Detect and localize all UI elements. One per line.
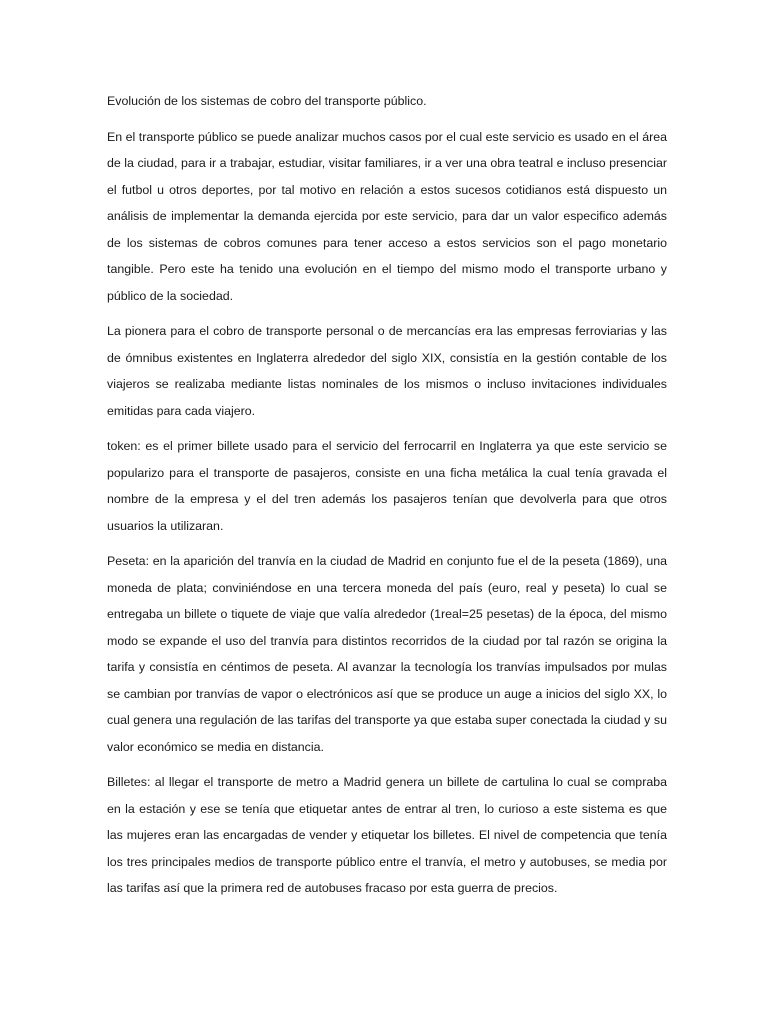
document-title: Evolución de los sistemas de cobro del transporte público. <box>107 94 427 108</box>
paragraph-billetes: Billetes: al llegar el transporte de metro a Madrid genera un billete de cartulina lo cual se compraba en la estación y ese se tenía que etiquetar antes de entrar al tren, lo curioso a este sistema es que las mujeres eran las encargadas de vender y etiquetar los billetes. El nivel de competencia que tenía los tres principales medios de transporte público entre el tranvía, el metro y autobuses, se media por las tarifas así que la primera red de autobuses fracaso por esta guerra de precios. <box>107 775 667 895</box>
paragraph-token: token: es el primer billete usado para el servicio del ferrocarril en Inglaterra ya que este servicio se popularizo para el transporte de pasajeros, consiste en una ficha metálica la cual tenía gravada el nombre de la empresa y el del tren además los pasajeros tenían que devolverla para que otros usuarios la utilizaran. <box>107 439 667 533</box>
paragraph-pioneers: La pionera para el cobro de transporte personal o de mercancías era las empresas ferroviarias y las de ómnibus existentes en Inglaterra alrededor del siglo XIX, consistía en la gestión contable de los viajeros se realizaba mediante listas nominales de los mismos o incluso invitaciones individuales emitidas para cada viajero. <box>107 324 667 418</box>
document-page <box>107 88 667 911</box>
paragraph-intro: En el transporte público se puede analizar muchos casos por el cual este servicio es usado en el área de la ciudad, para ir a trabajar, estudiar, visitar familiares, ir a ver una obra teatral e incluso presenciar el futbol u otros deportes, por tal motivo en relación a estos sucesos cotidianos está dispuesto un análisis de implementar la demanda ejercida por este servicio, para dar un valor especifico además de los sistemas de cobros comunes para tener acceso a estos servicios son el pago monetario tangible. Pero este ha tenido una evolución en el tiempo del mismo modo el transporte urbano y público de la sociedad. <box>107 129 667 303</box>
paragraph-peseta: Peseta: en la aparición del tranvía en la ciudad de Madrid en conjunto fue el de la peseta (1869), una moneda de plata; conviniéndose en una tercera moneda del país (euro, real y peseta) lo cual se entregaba un billete o tiquete de viaje que valía alrededor (1real=25 pesetas) de la época, del mismo modo se expande el uso del tranvía para distintos recorridos de la ciudad por tal razón se origina la tarifa y consistía en céntimos de peseta. Al avanzar la tecnología los tranvías impulsados por mulas se cambian por tranvías de vapor o electrónicos así que se produce un auge a inicios del siglo XX, lo cual genera una regulación de las tarifas del transporte ya que estaba super conectada la ciudad y su valor económico se media en distancia. <box>107 554 667 754</box>
